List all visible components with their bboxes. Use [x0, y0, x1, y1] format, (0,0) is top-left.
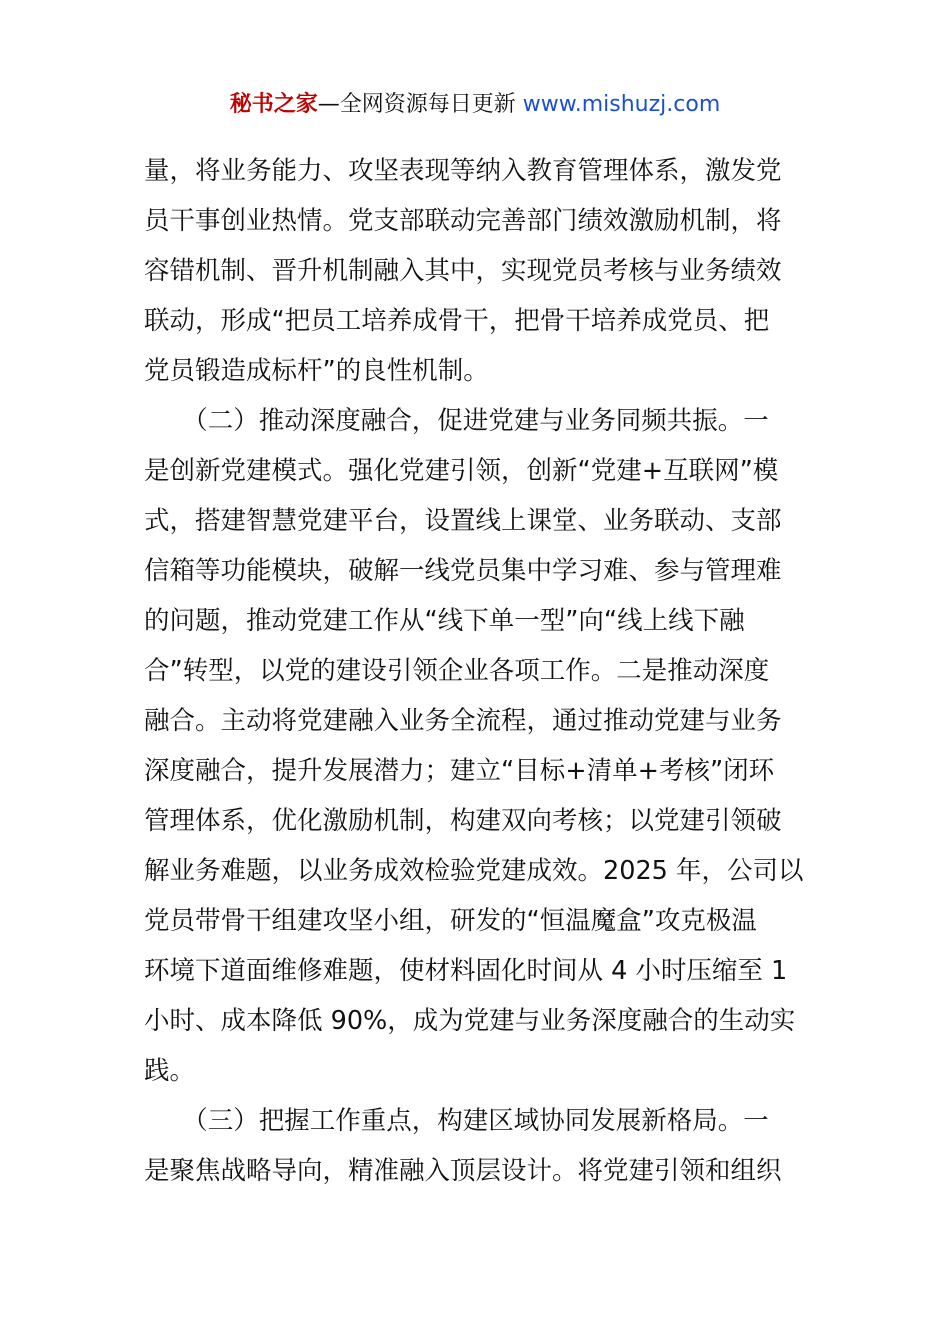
text-line: 深度融合，提升发展潜力；建立“目标+清单+考核”闭环	[144, 756, 775, 786]
text-line: 环境下道面维修难题，使材料固化时间从 4 小时压缩至 1	[144, 956, 788, 986]
text-line: 的问题，推动党建工作从“线下单一型”向“线上线下融	[144, 606, 745, 636]
site-header	[0, 88, 950, 122]
text-line: 是聚焦战略导向，精准融入顶层设计。将党建引领和组织	[144, 1156, 782, 1186]
document-body	[144, 146, 808, 1196]
text-line: 员干事创业热情。党支部联动完善部门绩效激励机制，将	[144, 206, 782, 236]
text-line: 是创新党建模式。强化党建引领，创新“党建+互联网”模	[144, 456, 779, 486]
section-heading-line: （二）推动深度融合，促进党建与业务同频共振。一	[144, 406, 769, 436]
text-line: 融合。主动将党建融入业务全流程，通过推动党建与业务	[144, 706, 782, 736]
text-line: 信箱等功能模块，破解一线党员集中学习难、参与管理难	[144, 556, 782, 586]
text-line: 容错机制、晋升机制融入其中，实现党员考核与业务绩效	[144, 256, 782, 286]
text-line: 量，将业务能力、攻坚表现等纳入教育管理体系，激发党	[144, 156, 782, 186]
text-line: 小时、成本降低 90%，成为党建与业务深度融合的生动实	[144, 1006, 796, 1036]
text-line: 合”转型，以党的建设引领企业各项工作。二是推动深度	[144, 656, 770, 686]
text-line: 党员带骨干组建攻坚小组，研发的“恒温魔盒”攻克极温	[144, 906, 757, 936]
section-heading-line: （三）把握工作重点，构建区域协同发展新格局。一	[144, 1106, 769, 1136]
text-line: 管理体系，优化激励机制，构建双向考核；以党建引领破	[144, 806, 782, 836]
text-line: 解业务难题，以业务成效检验党建成效。2025 年，公司以	[144, 856, 804, 886]
text-line: 党员锻造成标杆”的良性机制。	[144, 356, 489, 386]
header-tagline: —全网资源每日更新	[317, 92, 516, 117]
text-line: 式，搭建智慧党建平台，设置线上课堂、业务联动、支部	[144, 506, 782, 536]
brand-name: 秘书之家	[229, 92, 318, 117]
text-line: 践。	[144, 1056, 196, 1086]
site-url-link[interactable]: www.mishuzj.com	[522, 92, 721, 117]
text-line: 联动，形成“把员工培养成骨干，把骨干培养成党员、把	[144, 306, 770, 336]
